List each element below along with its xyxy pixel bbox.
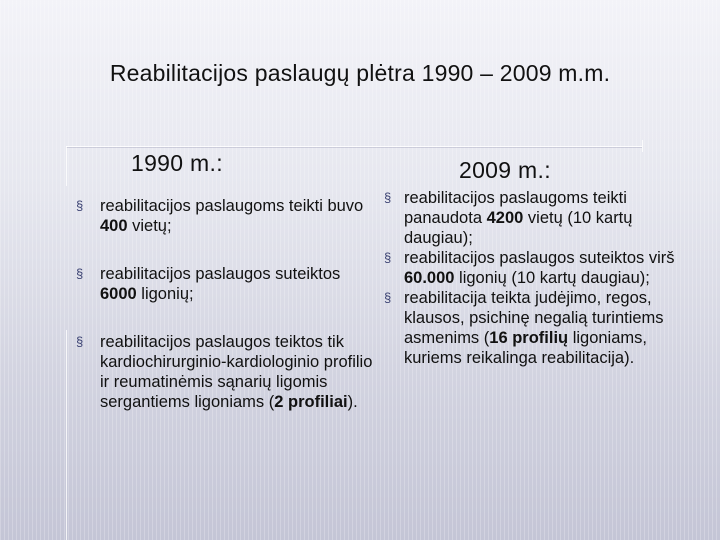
item-text: reabilitacijos paslaugoms teikti buvo <box>100 197 364 215</box>
item-bold-value: 16 profilių <box>489 329 569 347</box>
item-text: reabilitacijos paslaugos suteiktos virš <box>404 249 675 267</box>
item-bold-value: 400 <box>100 217 128 235</box>
item-text: ligoniams, kuriems reikalinga reabilitacija). <box>404 329 647 367</box>
item-text: vietų (10 kartų daugiau); <box>404 209 633 247</box>
list-item <box>76 196 376 236</box>
left-vertical-line <box>66 146 67 186</box>
title-underline <box>66 146 642 147</box>
item-bold-value: 4200 <box>486 209 524 227</box>
bullet-icon: § <box>76 198 84 213</box>
item-bold-value: 2 profiliai <box>274 393 348 411</box>
slide-title: Reabilitacijos paslaugų plėtra 1990 – 2009 m.m. <box>109 60 611 86</box>
list-item <box>76 264 376 304</box>
list-item <box>384 188 704 248</box>
item-text: reabilitacijos paslaugos teiktos tik kardiochirurginio-kardiologinio profilio ir reumatinėmis sąnarių ligomis sergantiems ligoniams ( <box>100 333 373 411</box>
list-item <box>384 288 704 368</box>
bullet-icon: § <box>384 290 392 305</box>
right-bullet-list <box>384 188 704 368</box>
bullet-icon: § <box>76 266 84 281</box>
item-text: vietų; <box>127 217 172 235</box>
item-text: reabilitacijos paslaugos suteiktos <box>100 265 341 283</box>
item-text: ligonių (10 kartų daugiau); <box>454 269 650 287</box>
bullet-icon: § <box>384 190 392 205</box>
left-column-heading: 1990 m.: <box>131 150 223 176</box>
item-bold-value: 6000 <box>100 285 137 303</box>
item-text: ). <box>347 393 358 411</box>
bullet-icon: § <box>76 334 84 349</box>
item-bold-value: 60.000 <box>404 269 455 287</box>
bullet-icon: § <box>384 250 392 265</box>
item-text: reabilitacija teikta judėjimo, regos, klausos, psichinę negalią turintiems asmenims ( <box>404 289 664 347</box>
item-text: ligonių; <box>136 285 194 303</box>
list-item <box>76 332 376 412</box>
right-column-heading: 2009 m.: <box>459 157 551 183</box>
list-item <box>384 248 704 288</box>
left-lower-vertical-line <box>66 330 67 540</box>
item-text: reabilitacijos paslaugoms teikti panaudota <box>404 189 627 227</box>
right-vertical-line <box>642 140 643 152</box>
left-bullet-list <box>76 196 376 412</box>
